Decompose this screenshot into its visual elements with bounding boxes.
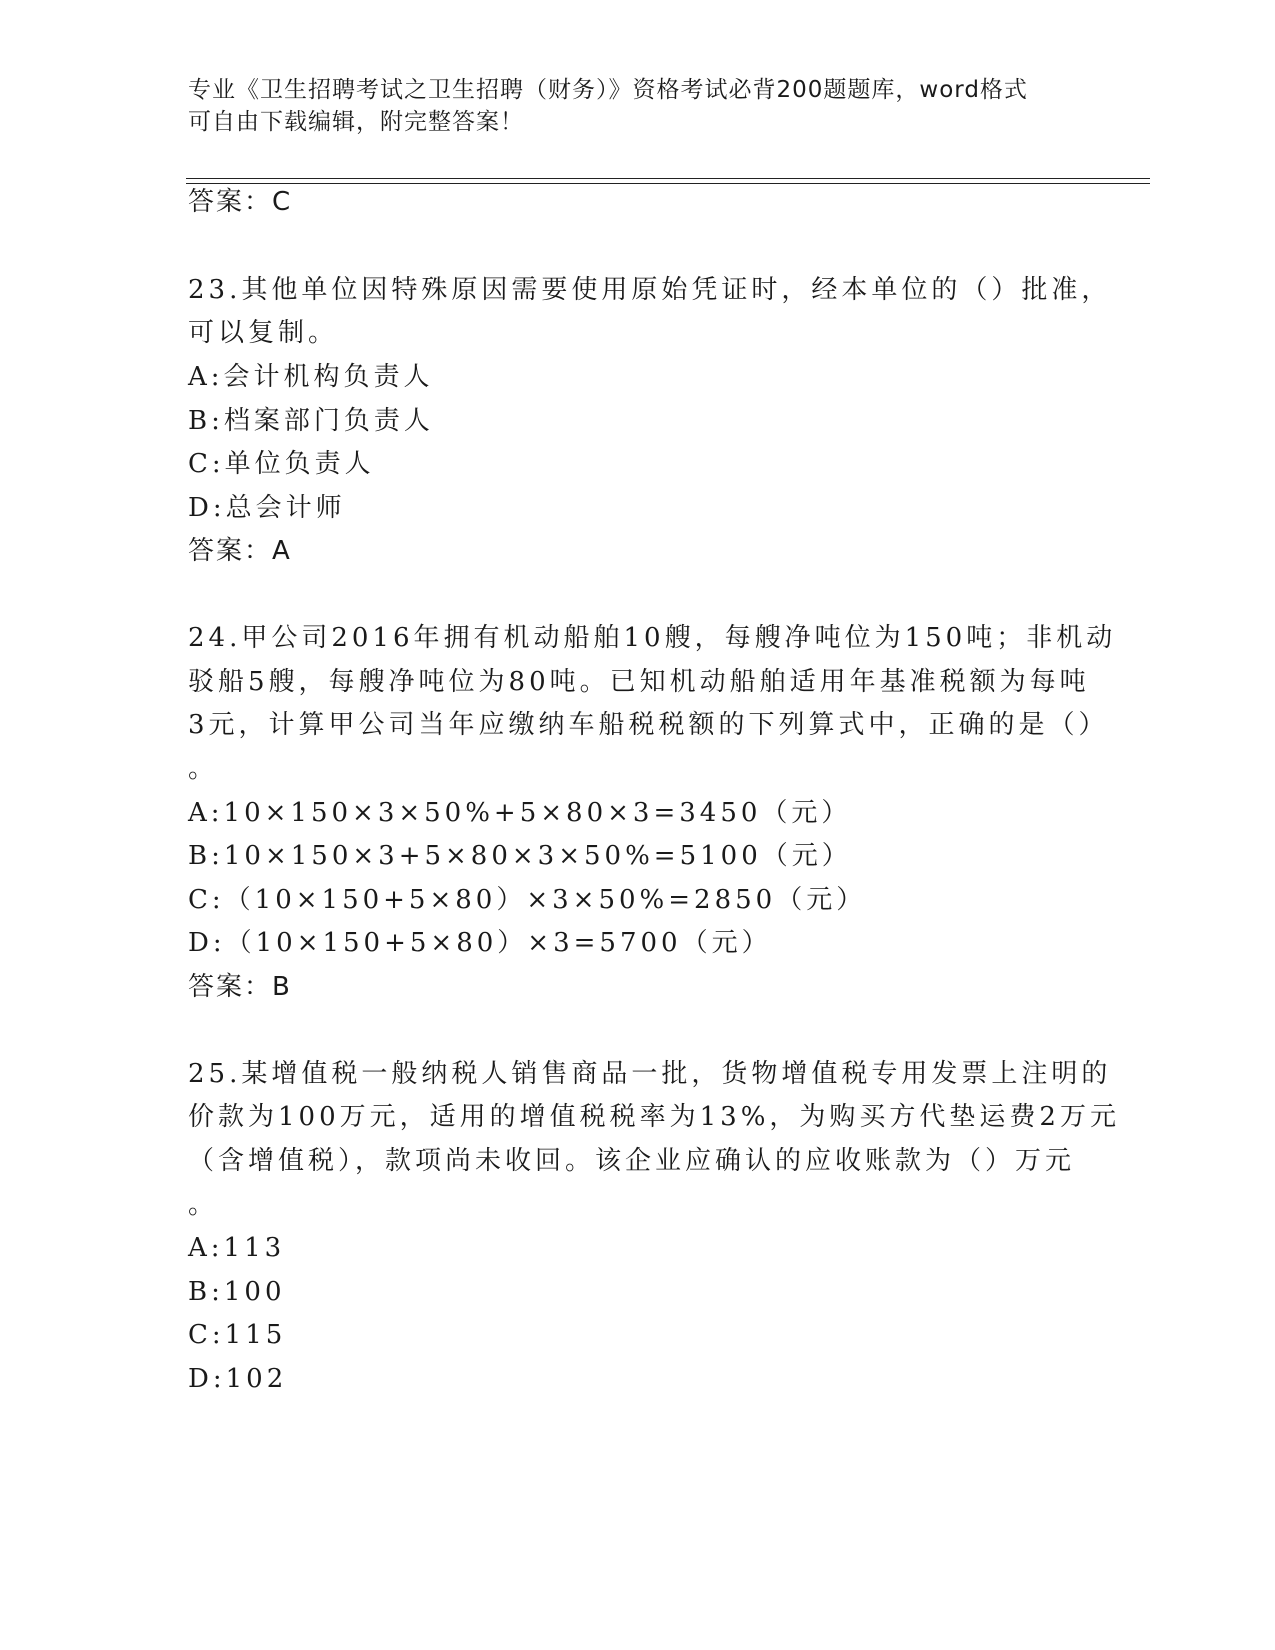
q23-option-d: D:总会计师 bbox=[188, 493, 346, 523]
q24-stem-line-4: 。 bbox=[188, 754, 219, 784]
previous-answer: 答案：C bbox=[188, 187, 293, 217]
q25-stem-line-3: （含增值税），款项尚未收回。该企业应确认的应收账款为（）万元 bbox=[188, 1146, 1076, 1176]
header-line-1: 专业《卫生招聘考试之卫生招聘（财务）》资格考试必背200题题库，word格式 bbox=[188, 77, 1028, 103]
q23-answer: 答案：A bbox=[188, 536, 292, 566]
q23-stem-line-1: 23.其他单位因特殊原因需要使用原始凭证时，经本单位的（）批准， bbox=[188, 275, 1112, 305]
q24-option-c: C:（10×150+5×80）×3×50%=2850（元） bbox=[188, 885, 867, 915]
document-header bbox=[188, 74, 1068, 138]
q25-stem-line-2: 价款为100万元，适用的增值税税率为13%，为购买方代垫运费2万元 bbox=[188, 1102, 1120, 1132]
q25-option-d: D:102 bbox=[188, 1364, 288, 1394]
q25-option-c: C:115 bbox=[188, 1320, 287, 1350]
q24-option-a: A:10×150×3×50%+5×80×3=3450（元） bbox=[188, 798, 852, 828]
q24-option-d: D:（10×150+5×80）×3=5700（元） bbox=[188, 928, 772, 958]
q25-stem-line-1: 25.某增值税一般纳税人销售商品一批，货物增值税专用发票上注明的 bbox=[188, 1059, 1112, 1089]
q24-stem-line-1: 24.甲公司2016年拥有机动船舶10艘，每艘净吨位为150吨；非机动 bbox=[188, 623, 1117, 653]
q24-option-b: B:10×150×3+5×80×3×50%=5100（元） bbox=[188, 841, 852, 871]
q23-stem-line-2: 可以复制。 bbox=[188, 318, 339, 348]
q25-option-b: B:100 bbox=[188, 1277, 286, 1307]
q23-option-c: C:单位负责人 bbox=[188, 449, 375, 479]
header-divider-top bbox=[186, 178, 1150, 179]
header-line-2: 可自由下载编辑，附完整答案！ bbox=[188, 109, 524, 135]
q24-stem-line-3: 3元，计算甲公司当年应缴纳车船税税额的下列算式中，正确的是（） bbox=[188, 710, 1109, 740]
q25-option-a: A:113 bbox=[188, 1233, 286, 1263]
q24-answer: 答案：B bbox=[188, 972, 292, 1002]
header-divider-bottom bbox=[186, 183, 1150, 184]
q23-option-b: B:档案部门负责人 bbox=[188, 406, 434, 436]
q24-stem-line-2: 驳船5艘，每艘净吨位为80吨。已知机动船舶适用年基准税额为每吨 bbox=[188, 667, 1090, 697]
q23-option-a: A:会计机构负责人 bbox=[188, 362, 434, 392]
q25-stem-line-4: 。 bbox=[188, 1190, 219, 1220]
